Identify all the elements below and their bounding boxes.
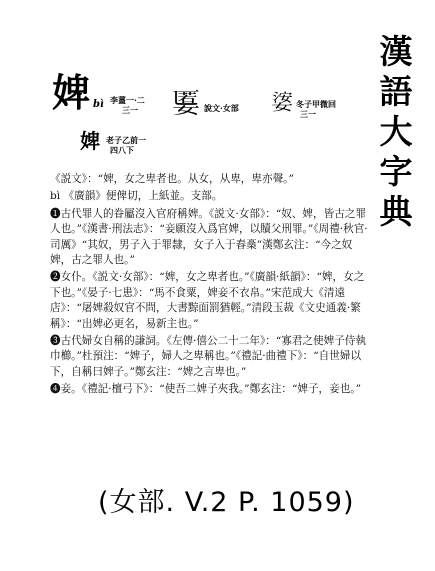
headword: 婢 [52, 70, 91, 115]
sense-1: ❶古代罪人的眷屬沒入官府稱婢。《説文·女部》：“奴、婢，皆古之罪人也。”《漢書·刑法志》：“妾願沒入爲官婢，以贖父刑罪。”《周禮·秋官·司厲》“其奴，男子入于罪隸，女子入于舂槀”漢鄭玄注：“今之奴婢，古之罪人也。” [50, 207, 368, 267]
silk-script-glyph: 婢 [80, 129, 100, 153]
title-char-1: 漢 [379, 32, 413, 71]
title-char-4: 字 [379, 152, 413, 191]
silk-script-source: 老子乙前一 [106, 135, 146, 145]
title-char-3: 大 [379, 112, 413, 151]
sense-3: ❸古代婦女自稱的謙詞。《左傳·僖公二十二年》：“寡君之使婢子侍執巾櫛。”杜預注：“婢子，婦人之卑稱也。”《禮記·曲禮下》：“自世婦以下，自稱曰婢子。”鄭玄注：“婢之言卑也。” [50, 335, 366, 378]
pinyin-mark: bì [93, 99, 104, 110]
bronze-script-glyph: 𡟖 [271, 91, 294, 116]
bronze-script-source: 冬子甲微回 [296, 99, 336, 109]
shuowen-citation: 《説文》：“婢，女之卑者也。从女，从卑，卑亦聲。” [50, 173, 294, 185]
handwritten-reference: (女部. V.2 P. 1059) [98, 487, 355, 518]
bronze-script-source-sub: 三一 [300, 109, 316, 119]
title-char-5: 典 [379, 192, 413, 231]
oracle-source: 李薑一·二 [110, 95, 145, 105]
oracle-source-sub: 三一 [122, 105, 138, 115]
dictionary-title [376, 32, 416, 232]
definition-body [50, 172, 372, 398]
seal-script-glyph: 𡠷 [172, 87, 201, 120]
sense-4: ❹妾。《禮記·檀弓下》：“使吾二婢子夾我。”鄭玄注：“婢子，妾也。” [50, 383, 362, 396]
sense-2: ❷女仆。《説文·女部》：“婢，女之卑者也。”《廣韻·紙韻》：“婢，女之下也。”《晏子·七患》：“馬不食粟，婢妾不衣帛。”宋范成大《清遠店》：“屠婢殺奴官不問，大書黥面罰猶輕。”清段玉裁《文史通義·繁稱》：“出婢必更名，易新主也。” [50, 271, 365, 330]
silk-script-source-sub: 四八下 [110, 145, 134, 155]
title-char-2: 語 [379, 72, 413, 111]
pronunciation-line: bì 《廣韻》便俾切，上紙並。支部。 [50, 190, 223, 203]
seal-script-source: 說文·女部 [204, 103, 239, 113]
